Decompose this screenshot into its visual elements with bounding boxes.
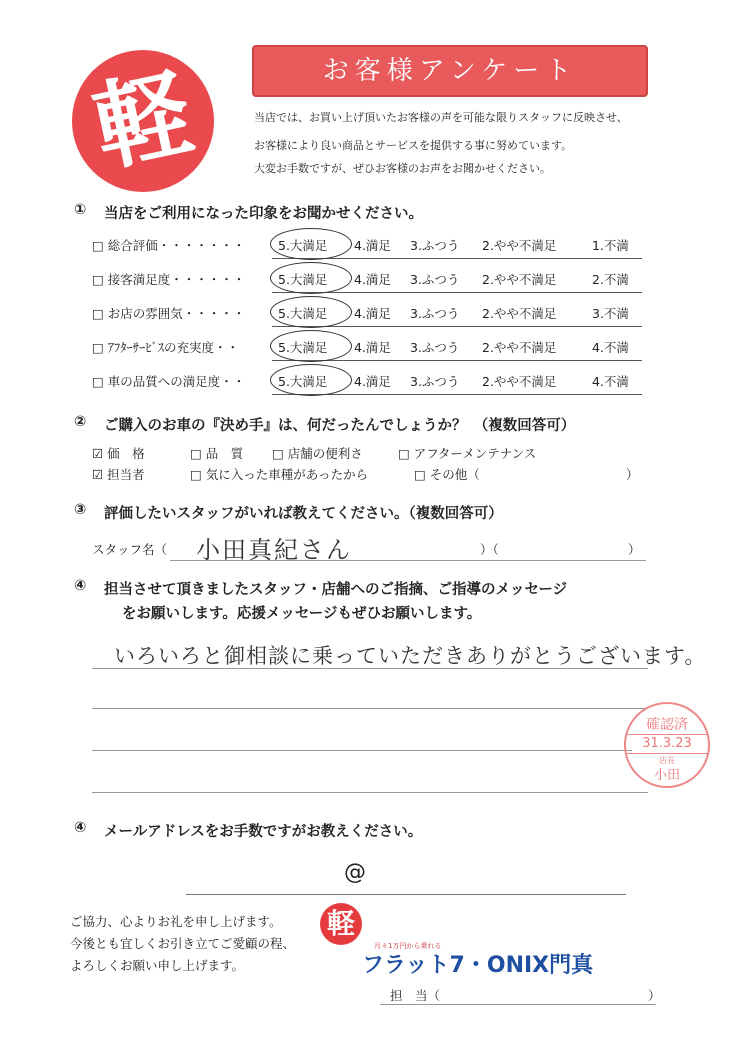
q1-rating-option[interactable]: 3.ふつう	[410, 238, 460, 253]
q1-rating-option[interactable]: 3.ふつう	[410, 272, 460, 287]
q1-rating-option[interactable]: 2.やや不満足	[482, 374, 557, 389]
stamp-role: 店長	[659, 756, 675, 765]
q2-option-other[interactable]: □ その他（	[414, 467, 480, 482]
q2-option-aftercare[interactable]: □ アフターメンテナンス	[398, 446, 537, 461]
q1-selected-circle	[270, 330, 352, 362]
q1-number: ①	[74, 202, 87, 218]
signature-label: 担 当（	[390, 988, 441, 1003]
q1-rating-option[interactable]: 4.満足	[354, 238, 391, 253]
q1-rating-option[interactable]: 1.不満	[592, 238, 629, 253]
q1-rating-option[interactable]: 3.ふつう	[410, 374, 460, 389]
stamp-top: 確認済	[646, 717, 688, 733]
page-title: お客様アンケート	[252, 45, 648, 97]
q4-heading-line-1: 担当させて頂きましたスタッフ・店舗へのご指摘、ご指導のメッセージ	[104, 582, 568, 598]
q5-heading: メールアドレスをお手数ですがお教えください。	[104, 824, 423, 840]
staff-paren: ）（	[480, 542, 499, 557]
q1-rating-option[interactable]: 4.満足	[354, 272, 391, 287]
q2-other-close: ）	[626, 467, 639, 482]
footer-tagline: 月々1万円から乗れる	[374, 942, 442, 950]
q1-selected-circle	[270, 296, 352, 328]
message-line-2	[92, 708, 648, 709]
q2-option-car-model[interactable]: □ 気に入った車種があったから	[190, 467, 369, 482]
message-line-1	[92, 668, 648, 669]
q1-rating-option[interactable]: 2.不満	[592, 272, 629, 287]
q1-selected-circle	[270, 262, 352, 294]
message-input[interactable]: いろいろと御相談に乗っていただきありがとうございます。	[114, 644, 707, 668]
q1-rating-option[interactable]: 3.ふつう	[410, 306, 460, 321]
footer-brand: フラット7・ONIX門真	[362, 953, 594, 978]
q2-option-quality[interactable]: □ 品 質	[190, 446, 244, 461]
q1-row-label: □ お店の雰囲気・・・・・	[92, 306, 246, 321]
closing-line-2: 今後とも宜しくお引き立てご愛顧の程、	[70, 936, 296, 951]
stamp-name: 小田	[653, 768, 680, 783]
q1-row-label: □ 車の品質への満足度・・	[92, 374, 246, 389]
q2-option-staff[interactable]: ☑ 担当者	[92, 467, 145, 482]
q2-option-price[interactable]: ☑ 価 格	[92, 446, 145, 461]
q1-rating-option[interactable]: 2.やや不満足	[482, 306, 557, 321]
email-input-line[interactable]	[186, 894, 626, 895]
q1-rating-option[interactable]: 4.満足	[354, 306, 391, 321]
q1-heading: 当店をご利用になった印象をお聞かせください。	[104, 206, 423, 222]
staff-underline	[170, 560, 646, 561]
q5-number: ④	[74, 820, 87, 836]
staff-name-input[interactable]: 小田真紀さん	[196, 536, 352, 564]
message-line-3	[92, 750, 632, 751]
intro-line-2: お客様により良い商品とサービスを提供する事に努めています。	[254, 139, 573, 152]
q1-rating-option[interactable]: 4.不満	[592, 374, 629, 389]
confirmation-stamp	[624, 702, 710, 788]
q3-number: ③	[74, 502, 87, 518]
q1-row-label: □ 総合評価・・・・・・・	[92, 238, 246, 253]
signature-close: ）	[648, 988, 661, 1003]
stamp-date: 31.3.23	[626, 734, 708, 754]
q1-rating-option[interactable]: 2.やや不満足	[482, 340, 557, 355]
signature-line[interactable]	[380, 1004, 656, 1005]
q1-selected-circle	[270, 364, 352, 396]
q4-heading-line-2: をお願いします。応援メッセージもぜひお願いします。	[122, 606, 482, 622]
q1-rating-option[interactable]: 5.大満足	[278, 340, 328, 355]
logo-char: 軽	[84, 56, 202, 186]
q2-number: ②	[74, 414, 87, 430]
q3-heading: 評価したいスタッフがいれば教えてください。（複数回答可）	[104, 506, 503, 522]
email-at-sign: @	[344, 860, 366, 885]
q1-rating-option[interactable]: 4.不満	[592, 340, 629, 355]
q1-rating-option[interactable]: 2.やや不満足	[482, 272, 557, 287]
q1-rating-option[interactable]: 4.満足	[354, 374, 391, 389]
q1-row-label: □ ｱﾌﾀｰｻｰﾋﾞｽの充実度・・	[92, 340, 240, 355]
q1-selected-circle	[270, 228, 352, 260]
message-line-4	[92, 792, 648, 793]
footer-logo: 軽	[320, 903, 362, 945]
q1-rating-option[interactable]: 3.不満	[592, 306, 629, 321]
closing-line-3: よろしくお願い申し上げます。	[70, 958, 245, 973]
q1-rating-option[interactable]: 5.大満足	[278, 272, 328, 287]
closing-line-1: ご協力、心よりお礼を申し上げます。	[70, 914, 282, 929]
q1-rating-option[interactable]: 4.満足	[354, 340, 391, 355]
logo	[72, 50, 214, 192]
q1-rating-option[interactable]: 5.大満足	[278, 306, 328, 321]
q1-rating-option[interactable]: 3.ふつう	[410, 340, 460, 355]
q4-number: ④	[74, 578, 87, 594]
staff-paren-close: ）	[628, 542, 641, 557]
q2-heading: ご購入のお車の『決め手』は、何だったんでしょうか？ （複数回答可）	[104, 418, 576, 434]
q1-rating-option[interactable]: 5.大満足	[278, 374, 328, 389]
q2-option-convenience[interactable]: □ 店舗の便利さ	[272, 446, 363, 461]
intro-line-3: 大変お手数ですが、ぜひお客様のお声をお聞かせください。	[254, 162, 551, 175]
q1-row-label: □ 接客満足度・・・・・・	[92, 272, 246, 287]
q1-rating-option[interactable]: 5.大満足	[278, 238, 328, 253]
intro-line-1: 当店では、お買い上げ頂いたお客様の声を可能な限りスタッフに反映させ、	[254, 111, 628, 124]
q1-rating-option[interactable]: 2.やや不満足	[482, 238, 557, 253]
staff-label: スタッフ名（	[92, 542, 168, 557]
